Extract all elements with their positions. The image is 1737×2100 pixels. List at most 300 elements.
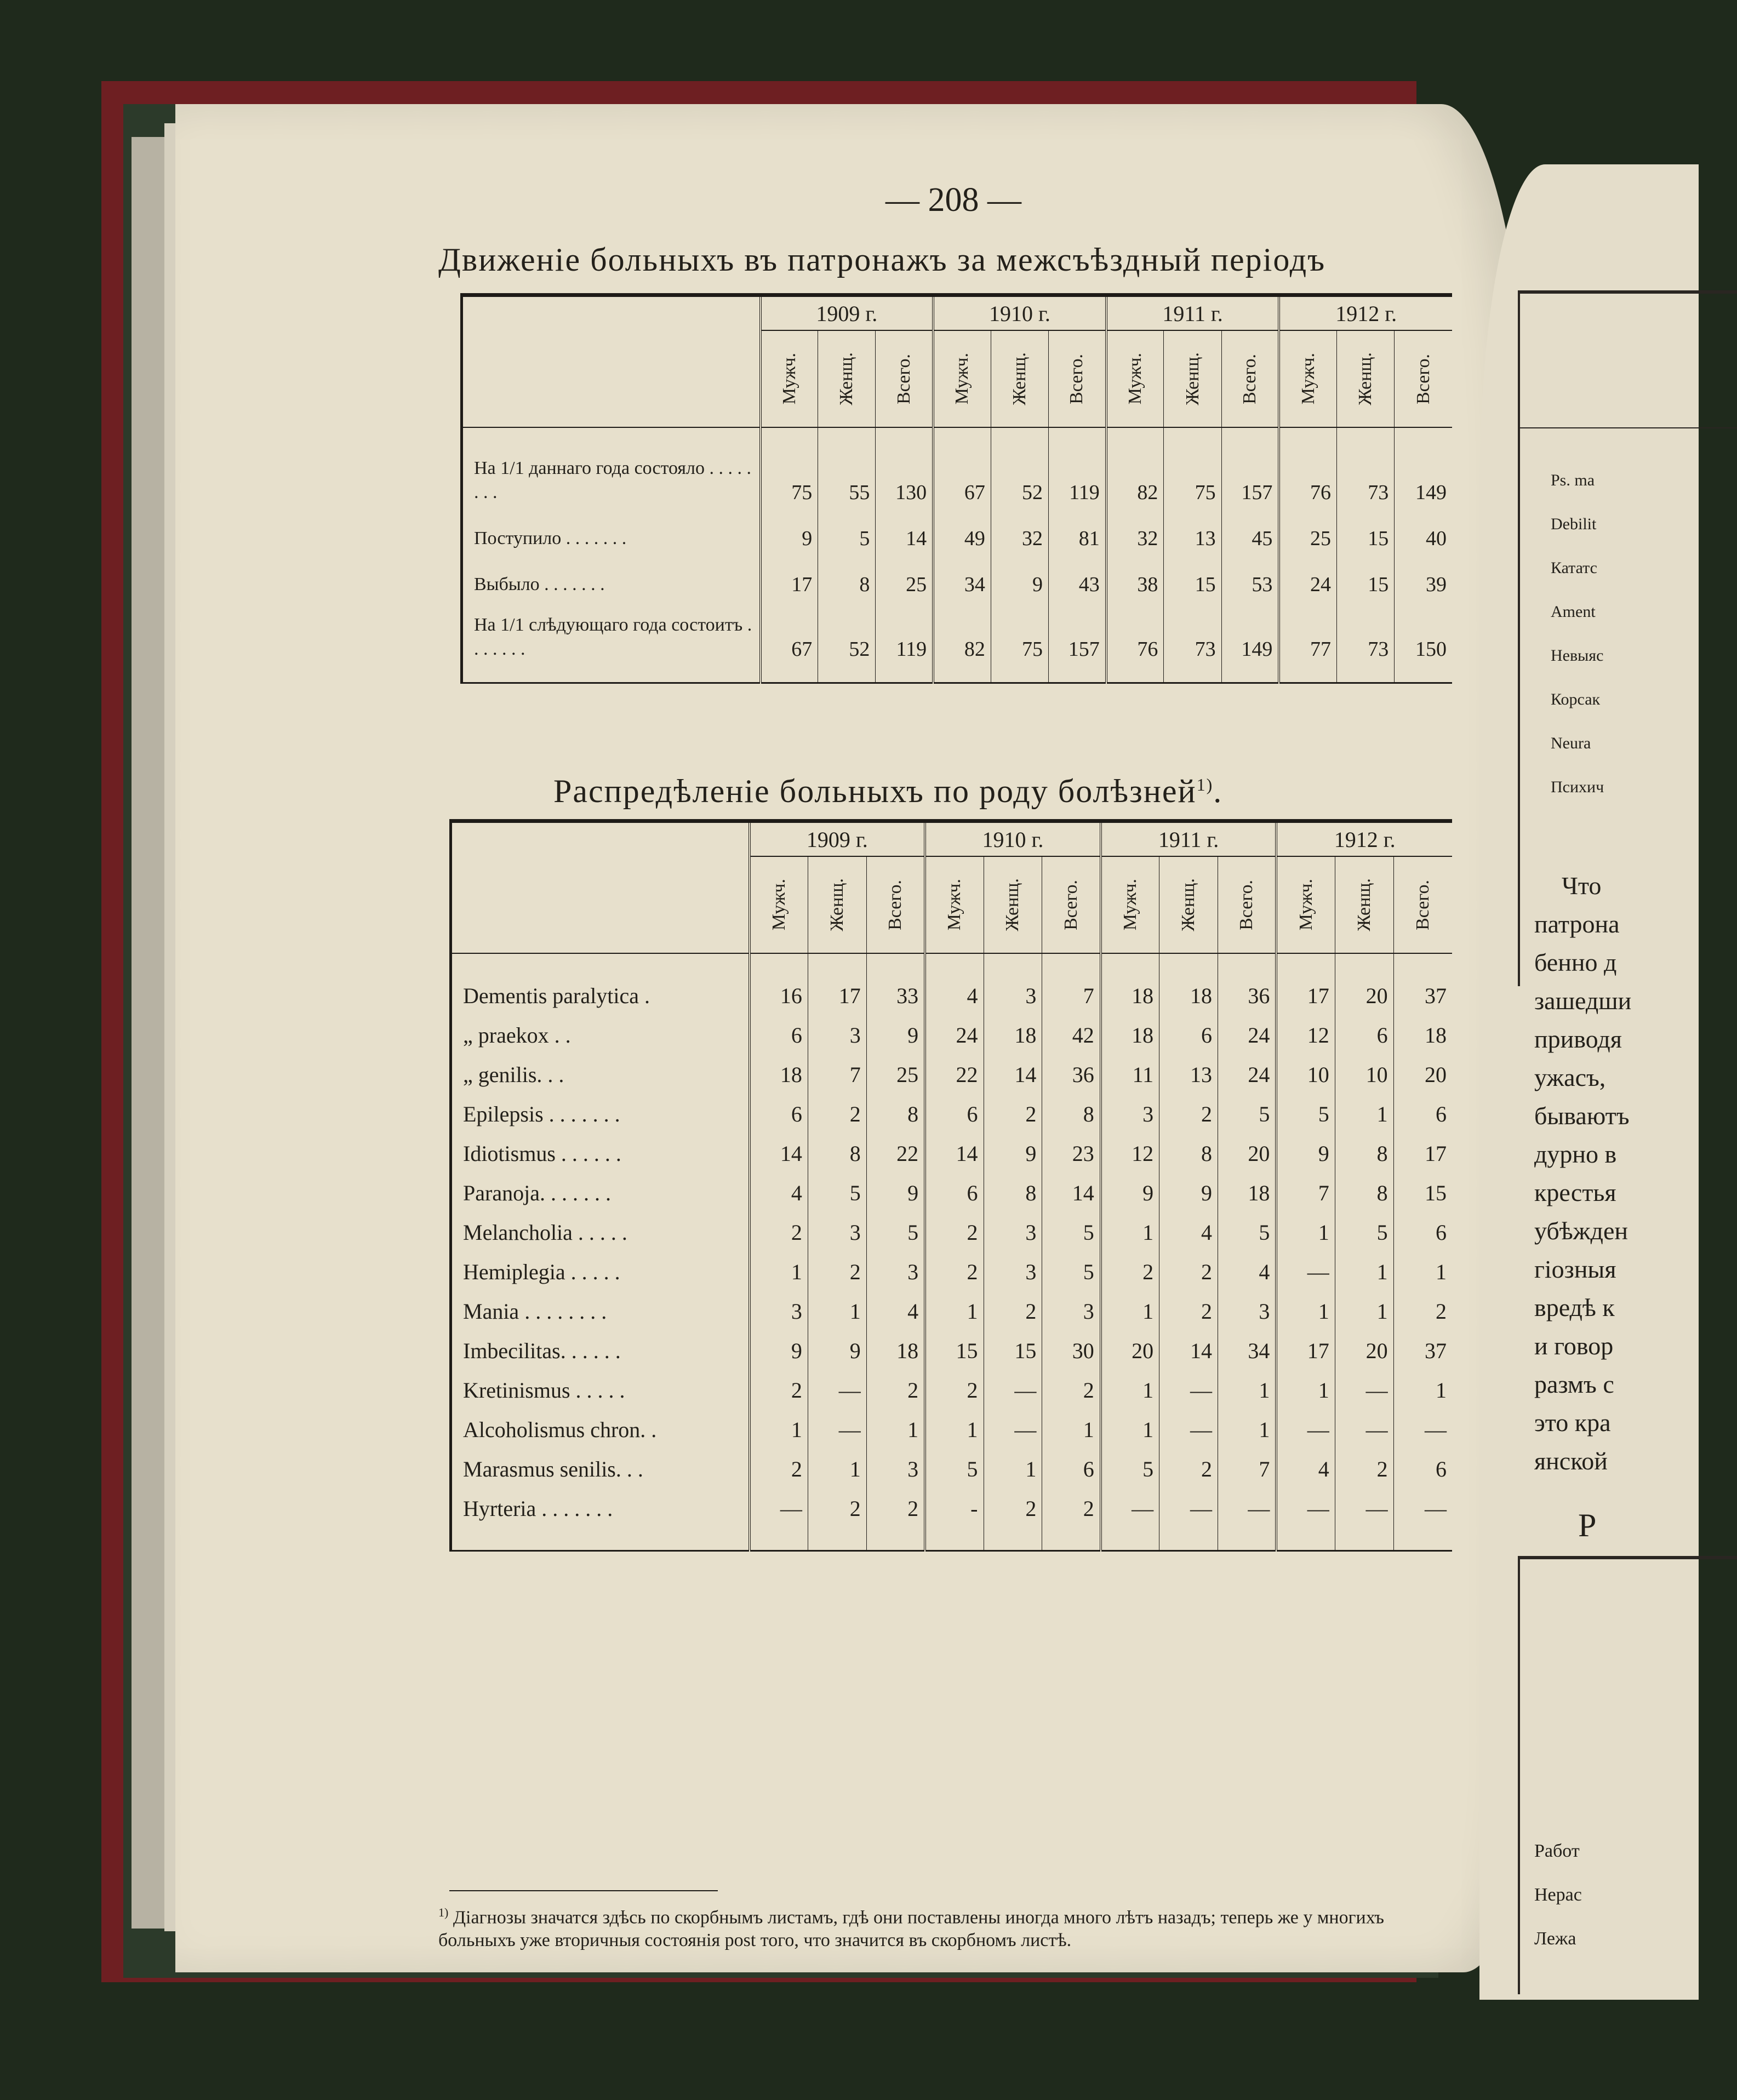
- right-row-label: Корсак: [1551, 690, 1601, 708]
- column-header: Женщ.: [818, 330, 876, 427]
- table-cell: 20: [1218, 1134, 1277, 1173]
- table-cell: 15: [1337, 555, 1395, 601]
- movement-table-body: [462, 427, 1453, 683]
- table-cell: 7: [1276, 1173, 1335, 1212]
- table-cell: 2: [984, 1489, 1042, 1528]
- table2-title-text: Распредѣленіе больныхъ по роду болѣзней: [553, 773, 1197, 809]
- table-cell: 33: [866, 976, 925, 1015]
- table-cell: 8: [808, 1134, 866, 1173]
- table-cell: 73: [1337, 444, 1395, 509]
- row-label: Idiotismus . . . . . .: [451, 1134, 750, 1173]
- table-cell: 8: [984, 1173, 1042, 1212]
- table-cell: 1: [1101, 1410, 1159, 1449]
- table-cell: 2: [1042, 1370, 1101, 1410]
- right-row-label: Психич: [1551, 778, 1604, 796]
- table-cell: 4: [750, 1173, 808, 1212]
- table-cell: 73: [1337, 601, 1395, 666]
- table-cell: 1: [1393, 1370, 1452, 1410]
- right-row-label: Neura: [1551, 734, 1591, 752]
- right-table2-left-rule: [1518, 1556, 1520, 1994]
- right-text-line: бываютъ: [1534, 1102, 1630, 1130]
- column-header: Женщ.: [1159, 856, 1218, 953]
- column-header: Женщ.: [991, 330, 1048, 427]
- table-cell: 9: [866, 1015, 925, 1055]
- column-header: Женщ.: [984, 856, 1042, 953]
- table-cell: 2: [750, 1449, 808, 1489]
- table-cell: 3: [984, 976, 1042, 1015]
- table-cell: 149: [1221, 601, 1279, 666]
- table-cell: 119: [876, 601, 933, 666]
- table-cell: 5: [925, 1449, 984, 1489]
- table-cell: 149: [1395, 444, 1452, 509]
- table-cell: 1: [1276, 1370, 1335, 1410]
- table-cell: 34: [1218, 1331, 1277, 1370]
- table-cell: 76: [1106, 601, 1164, 666]
- table-cell: 18: [984, 1015, 1042, 1055]
- footnote-ref: 1): [1196, 775, 1214, 794]
- table-cell: 5: [808, 1173, 866, 1212]
- table-cell: 6: [925, 1173, 984, 1212]
- table-row: [451, 1331, 1453, 1370]
- table-cell: 24: [1218, 1055, 1277, 1094]
- table-cell: 2: [808, 1252, 866, 1291]
- table-cell: 5: [866, 1212, 925, 1252]
- row-label: Marasmus senilis. . .: [451, 1449, 750, 1489]
- table-row: [451, 1449, 1453, 1489]
- column-header: Всего.: [1042, 856, 1101, 953]
- right-text-line: ужасъ,: [1534, 1063, 1606, 1091]
- diseases-table: [449, 819, 1452, 1552]
- table-cell: 77: [1279, 601, 1336, 666]
- table-cell: 9: [1276, 1134, 1335, 1173]
- right-text-line: размъ с: [1534, 1370, 1614, 1398]
- table-row: [451, 1173, 1453, 1212]
- table-cell: 1: [750, 1410, 808, 1449]
- table-cell: 6: [925, 1094, 984, 1134]
- table-cell: 2: [1159, 1252, 1218, 1291]
- table-cell: —: [1276, 1410, 1335, 1449]
- table-row: [462, 555, 1453, 601]
- table-cell: 30: [1042, 1331, 1101, 1370]
- table-cell: —: [1335, 1370, 1393, 1410]
- right-table-header-rule: [1518, 427, 1737, 428]
- table-cell: 55: [818, 444, 876, 509]
- table-cell: 3: [808, 1015, 866, 1055]
- table-cell: 5: [1218, 1212, 1277, 1252]
- table-cell: 18: [866, 1331, 925, 1370]
- table-cell: 9: [1159, 1173, 1218, 1212]
- table-cell: 14: [750, 1134, 808, 1173]
- diseases-table-body: [451, 953, 1453, 1551]
- table-cell: 1: [1276, 1212, 1335, 1252]
- table-cell: 2: [1101, 1252, 1159, 1291]
- table-cell: 2: [984, 1291, 1042, 1331]
- row-label: Kretinismus . . . . .: [451, 1370, 750, 1410]
- table-cell: 15: [925, 1331, 984, 1370]
- table-cell: 2: [1159, 1291, 1218, 1331]
- table-cell: 8: [1335, 1134, 1393, 1173]
- table-corner: [451, 821, 750, 954]
- footnote: [438, 1901, 1463, 1952]
- table-cell: 2: [925, 1370, 984, 1410]
- page-number: — 208 —: [885, 181, 1021, 219]
- table-cell: 8: [1335, 1173, 1393, 1212]
- right-text-line: приводя: [1534, 1025, 1622, 1053]
- table-cell: 20: [1335, 976, 1393, 1015]
- table-cell: —: [750, 1489, 808, 1528]
- table-cell: 6: [750, 1015, 808, 1055]
- table-cell: 4: [1276, 1449, 1335, 1489]
- table-cell: 130: [876, 444, 933, 509]
- table-row: [451, 1291, 1453, 1331]
- table-cell: —: [984, 1410, 1042, 1449]
- table-cell: 16: [750, 976, 808, 1015]
- table-cell: —: [1335, 1410, 1393, 1449]
- table-cell: 32: [991, 509, 1048, 555]
- table-cell: 17: [1276, 976, 1335, 1015]
- table-cell: 15: [1337, 509, 1395, 555]
- table-cell: 13: [1159, 1055, 1218, 1094]
- table-cell: 13: [1164, 509, 1221, 555]
- table-cell: 20: [1101, 1331, 1159, 1370]
- row-label: Alcoholismus chron. .: [451, 1410, 750, 1449]
- table-row: [451, 1489, 1453, 1528]
- right-row-label: Невыяс: [1551, 646, 1604, 665]
- column-header: Всего.: [1221, 330, 1279, 427]
- row-label: Hyrteria . . . . . . .: [451, 1489, 750, 1528]
- table-cell: 67: [761, 601, 818, 666]
- row-label: Mania . . . . . . . .: [451, 1291, 750, 1331]
- table-cell: 14: [876, 509, 933, 555]
- table-cell: 45: [1221, 509, 1279, 555]
- table-cell: 52: [818, 601, 876, 666]
- table-cell: 157: [1221, 444, 1279, 509]
- column-header: Женщ.: [1335, 856, 1393, 953]
- right-text-line: дурно в: [1534, 1140, 1617, 1168]
- table-cell: 67: [933, 444, 991, 509]
- table-cell: 18: [1218, 1173, 1277, 1212]
- table-cell: 14: [1042, 1173, 1101, 1212]
- table-cell: 52: [991, 444, 1048, 509]
- table-cell: 17: [1276, 1331, 1335, 1370]
- right-text-line: крестья: [1534, 1178, 1616, 1206]
- table-cell: 15: [984, 1331, 1042, 1370]
- right-row-label: Debilit: [1551, 515, 1597, 533]
- table-cell: —: [1159, 1489, 1218, 1528]
- column-header: Всего.: [1393, 856, 1452, 953]
- table-cell: 7: [1042, 976, 1101, 1015]
- table-row: [451, 976, 1453, 1015]
- year-header: 1912 г.: [1279, 295, 1452, 331]
- table-cell: 75: [1164, 444, 1221, 509]
- right-text-line: вредѣ к: [1534, 1294, 1615, 1321]
- column-header: Мужч.: [750, 856, 808, 953]
- table-row: [462, 444, 1453, 509]
- table-cell: 1: [1101, 1212, 1159, 1252]
- column-header: Мужч.: [1101, 856, 1159, 953]
- table-cell: 76: [1279, 444, 1336, 509]
- right-row-label: Кататс: [1551, 559, 1597, 577]
- table-cell: —: [1159, 1410, 1218, 1449]
- table-cell: 2: [808, 1094, 866, 1134]
- table-cell: —: [1276, 1252, 1335, 1291]
- table-cell: 25: [876, 555, 933, 601]
- table-cell: 6: [750, 1094, 808, 1134]
- table-cell: 8: [818, 555, 876, 601]
- table-cell: 9: [808, 1331, 866, 1370]
- table-cell: 24: [925, 1015, 984, 1055]
- table-cell: 11: [1101, 1055, 1159, 1094]
- page-edges: [132, 137, 164, 1929]
- table-cell: 2: [925, 1252, 984, 1291]
- table-row: [462, 601, 1453, 666]
- row-label: Выбыло . . . . . . .: [462, 555, 761, 601]
- table-row: [451, 1252, 1453, 1291]
- table-cell: 3: [984, 1212, 1042, 1252]
- table-cell: 14: [1159, 1331, 1218, 1370]
- table-cell: 5: [1218, 1094, 1277, 1134]
- table-cell: 9: [866, 1173, 925, 1212]
- table-cell: 12: [1276, 1015, 1335, 1055]
- table-cell: 4: [1218, 1252, 1277, 1291]
- table-cell: 3: [866, 1449, 925, 1489]
- year-header: 1909 г.: [750, 821, 925, 857]
- column-header: Мужч.: [933, 330, 991, 427]
- right-text-line: Что: [1562, 872, 1602, 900]
- table-cell: 157: [1049, 601, 1106, 666]
- year-header: 1911 г.: [1101, 821, 1277, 857]
- table-cell: 24: [1218, 1015, 1277, 1055]
- table-cell: 5: [1335, 1212, 1393, 1252]
- table-row: [451, 1055, 1453, 1094]
- table-cell: 5: [1276, 1094, 1335, 1134]
- table-cell: 9: [761, 509, 818, 555]
- table-cell: 36: [1042, 1055, 1101, 1094]
- column-header: Мужч.: [1106, 330, 1164, 427]
- row-label: „ genilis. . .: [451, 1055, 750, 1094]
- table-cell: 1: [1335, 1252, 1393, 1291]
- right-row-label: Ament: [1551, 603, 1596, 621]
- table-cell: 8: [1159, 1134, 1218, 1173]
- table-cell: 10: [1276, 1055, 1335, 1094]
- table-cell: 2: [750, 1370, 808, 1410]
- table-cell: 6: [1393, 1094, 1452, 1134]
- table-cell: —: [808, 1410, 866, 1449]
- table-cell: 14: [925, 1134, 984, 1173]
- table-cell: 1: [866, 1410, 925, 1449]
- table-cell: 20: [1335, 1331, 1393, 1370]
- table-cell: 5: [1101, 1449, 1159, 1489]
- table-cell: 3: [1218, 1291, 1277, 1331]
- year-header: 1910 г.: [933, 295, 1106, 331]
- table-cell: 20: [1393, 1055, 1452, 1094]
- table-cell: 2: [1335, 1449, 1393, 1489]
- table-cell: 6: [1042, 1449, 1101, 1489]
- column-header: Всего.: [1395, 330, 1452, 427]
- table-cell: —: [1335, 1489, 1393, 1528]
- table-cell: 18: [750, 1055, 808, 1094]
- table-row: [451, 1370, 1453, 1410]
- year-header: 1911 г.: [1106, 295, 1279, 331]
- table-cell: 7: [1218, 1449, 1277, 1489]
- right-text-line: патрона: [1534, 910, 1620, 938]
- right-row-label: Нерас: [1534, 1885, 1582, 1905]
- table-cell: 82: [1106, 444, 1164, 509]
- table-cell: 32: [1106, 509, 1164, 555]
- table-cell: 6: [1335, 1015, 1393, 1055]
- table-cell: 18: [1101, 976, 1159, 1015]
- table-cell: —: [1393, 1410, 1452, 1449]
- table-cell: 9: [1101, 1173, 1159, 1212]
- right-text-line: это кра: [1534, 1409, 1611, 1437]
- table-cell: 2: [1159, 1094, 1218, 1134]
- table-row: [451, 1410, 1453, 1449]
- table-cell: 1: [1042, 1410, 1101, 1449]
- table-cell: 18: [1159, 976, 1218, 1015]
- year-header: 1909 г.: [761, 295, 934, 331]
- table-cell: 1: [808, 1449, 866, 1489]
- table-cell: 75: [991, 601, 1048, 666]
- table-cell: 1: [1101, 1370, 1159, 1410]
- table-cell: 1: [1276, 1291, 1335, 1331]
- column-header: Всего.: [1049, 330, 1106, 427]
- row-label: „ praekox . .: [451, 1015, 750, 1055]
- footnote-mark: 1): [438, 1906, 449, 1919]
- table-cell: 38: [1106, 555, 1164, 601]
- right-text-line: бенно д: [1534, 948, 1617, 976]
- table-cell: 15: [1393, 1173, 1452, 1212]
- table-cell: 2: [1042, 1489, 1101, 1528]
- table-cell: 7: [808, 1055, 866, 1094]
- table-cell: —: [1101, 1489, 1159, 1528]
- right-table2-top-rule: [1518, 1556, 1737, 1559]
- table-cell: —: [1218, 1489, 1277, 1528]
- table-cell: 14: [984, 1055, 1042, 1094]
- table-cell: 1: [984, 1449, 1042, 1489]
- table-cell: 9: [750, 1331, 808, 1370]
- table-cell: 3: [984, 1252, 1042, 1291]
- table-cell: 23: [1042, 1134, 1101, 1173]
- row-label: Melancholia . . . . .: [451, 1212, 750, 1252]
- table-cell: 4: [866, 1291, 925, 1331]
- column-header: Мужч.: [761, 330, 818, 427]
- row-label: Epilepsis . . . . . . .: [451, 1094, 750, 1134]
- table-cell: 119: [1049, 444, 1106, 509]
- row-label: На 1/1 даннаго года состояло . . . . . . . .: [462, 444, 761, 509]
- table-cell: 3: [750, 1291, 808, 1331]
- column-header: Мужч.: [1276, 856, 1335, 953]
- table-cell: —: [1159, 1370, 1218, 1410]
- right-text-line: и говор: [1534, 1332, 1614, 1360]
- row-label: Hemiplegia . . . . .: [451, 1252, 750, 1291]
- table-cell: 9: [991, 555, 1048, 601]
- table-cell: 17: [1393, 1134, 1452, 1173]
- table-row: [462, 509, 1453, 555]
- table1-title: Движеніе больныхъ въ патронажъ за межсъѣздный періодъ: [438, 242, 1326, 278]
- row-label: На 1/1 слѣдующаго года состоитъ . . . . . . .: [462, 601, 761, 666]
- column-header: Мужч.: [1279, 330, 1336, 427]
- column-header: Всего.: [1218, 856, 1277, 953]
- row-label: Imbecilitas. . . . . .: [451, 1331, 750, 1370]
- table-cell: 81: [1049, 509, 1106, 555]
- table-cell: 2: [925, 1212, 984, 1252]
- table-cell: 22: [925, 1055, 984, 1094]
- table-cell: 2: [984, 1094, 1042, 1134]
- year-header: 1912 г.: [1276, 821, 1452, 857]
- footnote-text: Діагнозы значатся здѣсь по скорбнымъ листамъ, гдѣ они поставлены иногда много лѣтъ назадъ; теперь же у многихъ больныхъ уже вторичныя состоянія post того, что значится въ скорбномъ листѣ.: [438, 1907, 1384, 1951]
- table-cell: 6: [1159, 1015, 1218, 1055]
- table-cell: 1: [808, 1291, 866, 1331]
- table-cell: -: [925, 1489, 984, 1528]
- table-cell: 37: [1393, 1331, 1452, 1370]
- right-table-left-rule: [1518, 290, 1520, 986]
- table-cell: —: [808, 1370, 866, 1410]
- right-text-line: убѣжден: [1534, 1217, 1628, 1245]
- table-cell: 4: [1159, 1212, 1218, 1252]
- table-row: [451, 1212, 1453, 1252]
- table-cell: 1: [1335, 1094, 1393, 1134]
- table-cell: 1: [1393, 1252, 1452, 1291]
- table-cell: 6: [1393, 1449, 1452, 1489]
- right-page: [1479, 164, 1699, 2000]
- table-row: [451, 1094, 1453, 1134]
- table-cell: 82: [933, 601, 991, 666]
- row-label: Dementis paralytica .: [451, 976, 750, 1015]
- right-table-top-rule: [1518, 290, 1737, 294]
- table-corner: [462, 295, 761, 428]
- table-cell: —: [1276, 1489, 1335, 1528]
- table-cell: 25: [866, 1055, 925, 1094]
- right-text-line: гіозныя: [1534, 1255, 1616, 1283]
- table-cell: 17: [761, 555, 818, 601]
- column-header: Всего.: [876, 330, 933, 427]
- table-cell: 75: [761, 444, 818, 509]
- table-cell: 49: [933, 509, 991, 555]
- table-cell: 12: [1101, 1134, 1159, 1173]
- footnote-rule: [449, 1890, 718, 1891]
- table-cell: 2: [808, 1489, 866, 1528]
- table-cell: 2: [1393, 1291, 1452, 1331]
- table-cell: 1: [750, 1252, 808, 1291]
- table-cell: —: [1393, 1489, 1452, 1528]
- right-row-label: Лежа: [1534, 1929, 1576, 1949]
- table-cell: 8: [866, 1094, 925, 1134]
- row-label: Paranoja. . . . . . .: [451, 1173, 750, 1212]
- table-cell: 18: [1101, 1015, 1159, 1055]
- table-cell: 10: [1335, 1055, 1393, 1094]
- table-row: [451, 1015, 1453, 1055]
- table-cell: 22: [866, 1134, 925, 1173]
- column-header: Женщ.: [808, 856, 866, 953]
- table-cell: 5: [1042, 1212, 1101, 1252]
- table-cell: 3: [808, 1212, 866, 1252]
- table-cell: 15: [1164, 555, 1221, 601]
- table-cell: 36: [1218, 976, 1277, 1015]
- table-cell: 53: [1221, 555, 1279, 601]
- table-row: [451, 1134, 1453, 1173]
- table-cell: 25: [1279, 509, 1336, 555]
- table-cell: 43: [1049, 555, 1106, 601]
- table-cell: —: [984, 1370, 1042, 1410]
- right-text-line: зашедши: [1534, 987, 1632, 1015]
- table-cell: 4: [925, 976, 984, 1015]
- column-header: Женщ.: [1337, 330, 1395, 427]
- table-cell: 9: [984, 1134, 1042, 1173]
- table-cell: 24: [1279, 555, 1336, 601]
- table2-title: Распредѣленіе больныхъ по роду болѣзней$^{1)}$.: [553, 773, 1223, 809]
- table-cell: 5: [818, 509, 876, 555]
- column-header: Всего.: [866, 856, 925, 953]
